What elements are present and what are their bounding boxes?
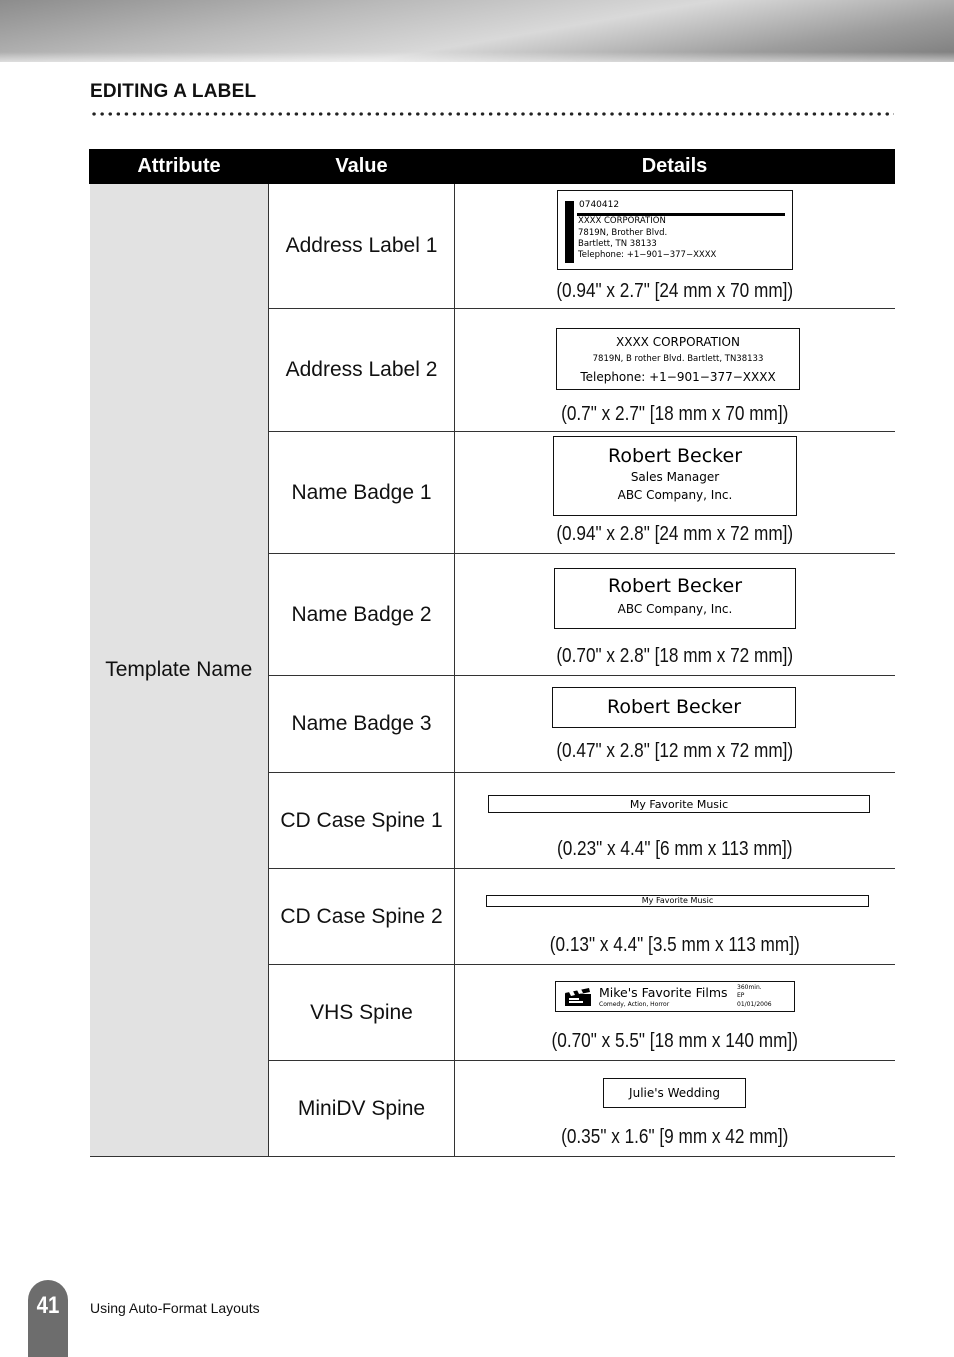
label-size-caption: (0.35" x 1.6" [9 mm x 42 mm])	[561, 1126, 789, 1148]
label-line: Bartlett, TN 38133	[578, 239, 657, 249]
details-cell	[455, 554, 895, 676]
label-line: 7819N, B rother Blvd. Bartlett, TN38133	[592, 354, 764, 364]
value-cell: Name Badge 3	[269, 676, 455, 773]
details-cell	[455, 965, 895, 1061]
dotted-divider	[90, 111, 894, 117]
label-line: XXXX CORPORATION	[616, 335, 740, 349]
label-line: Sales Manager	[630, 470, 720, 484]
label-size-caption: (0.94" x 2.8" [24 mm x 72 mm])	[556, 523, 794, 545]
footer-section-title: Using Auto-Format Layouts	[90, 1300, 260, 1316]
details-cell	[455, 309, 895, 432]
details-cell	[455, 432, 895, 554]
details-cell	[455, 1061, 895, 1157]
label-line: Robert Becker	[607, 445, 743, 467]
value-cell: CD Case Spine 1	[269, 773, 455, 869]
table-header-row	[90, 150, 895, 184]
column-header-value: Value	[269, 150, 455, 184]
details-cell	[455, 773, 895, 869]
attribute-cell: Template Name	[90, 184, 269, 1157]
label-line: ABC Company, Inc.	[617, 488, 733, 502]
label-line: Telephone: +1−901−377−XXXX	[580, 370, 776, 384]
label-line: 7819N, Brother Blvd.	[578, 228, 668, 238]
label-line: Robert Becker	[607, 575, 743, 597]
label-size-caption: (0.23" x 4.4" [6 mm x 113 mm])	[556, 838, 793, 860]
label-preview	[553, 436, 797, 516]
value-cell: Name Badge 1	[269, 432, 455, 554]
label-preview	[488, 795, 870, 813]
details-cell	[455, 676, 895, 773]
label-size-caption: (0.7" x 2.7" [18 mm x 70 mm])	[561, 403, 789, 425]
label-line: Mike's Favorite Films	[599, 985, 728, 1000]
label-line: 360min.	[737, 984, 762, 991]
label-preview	[554, 568, 796, 629]
value-cell: VHS Spine	[269, 965, 455, 1061]
label-line: Robert Becker	[606, 696, 742, 718]
label-preview	[557, 190, 793, 270]
details-cell	[455, 184, 895, 309]
label-line: My Favorite Music	[641, 896, 714, 905]
label-line: Comedy, Action, Horror	[599, 1001, 670, 1008]
label-line: Telephone: +1−901−377−XXXX	[578, 250, 717, 260]
details-cell	[455, 869, 895, 965]
label-size-caption: (0.70" x 2.8" [18 mm x 72 mm])	[556, 645, 794, 667]
value-cell: Address Label 2	[269, 309, 455, 432]
label-line: 01/01/2006	[737, 1001, 772, 1008]
label-bar	[565, 201, 574, 263]
page-number: 41	[36, 1292, 60, 1319]
label-size-caption: (0.47" x 2.8" [12 mm x 72 mm])	[556, 740, 794, 762]
label-line: 0740412	[579, 200, 620, 210]
column-header-details: Details	[455, 150, 895, 184]
label-line: ABC Company, Inc.	[617, 602, 733, 616]
label-size-caption: (0.70" x 5.5" [18 mm x 140 mm])	[551, 1030, 798, 1052]
label-preview	[603, 1078, 746, 1108]
label-preview	[552, 687, 796, 728]
label-preview	[555, 981, 795, 1012]
label-size-caption: (0.13" x 4.4" [3.5 mm x 113 mm])	[549, 934, 800, 956]
header-band	[0, 0, 954, 62]
label-size-caption: (0.94" x 2.7" [24 mm x 70 mm])	[556, 280, 794, 302]
label-line: XXXX CORPORATION	[578, 216, 666, 226]
label-preview	[556, 328, 800, 390]
table-row	[90, 184, 895, 309]
column-header-attribute: Attribute	[90, 150, 269, 184]
value-cell: Address Label 1	[269, 184, 455, 309]
section-title: EDITING A LABEL	[90, 81, 257, 102]
value-cell: MiniDV Spine	[269, 1061, 455, 1157]
value-cell: CD Case Spine 2	[269, 869, 455, 965]
template-table	[89, 149, 895, 1157]
label-line: Julie's Wedding	[629, 1086, 720, 1100]
label-preview	[486, 895, 869, 907]
label-line: My Favorite Music	[629, 798, 729, 811]
label-line: EP	[737, 992, 745, 999]
clapperboard-icon	[564, 987, 592, 1007]
value-cell: Name Badge 2	[269, 554, 455, 676]
